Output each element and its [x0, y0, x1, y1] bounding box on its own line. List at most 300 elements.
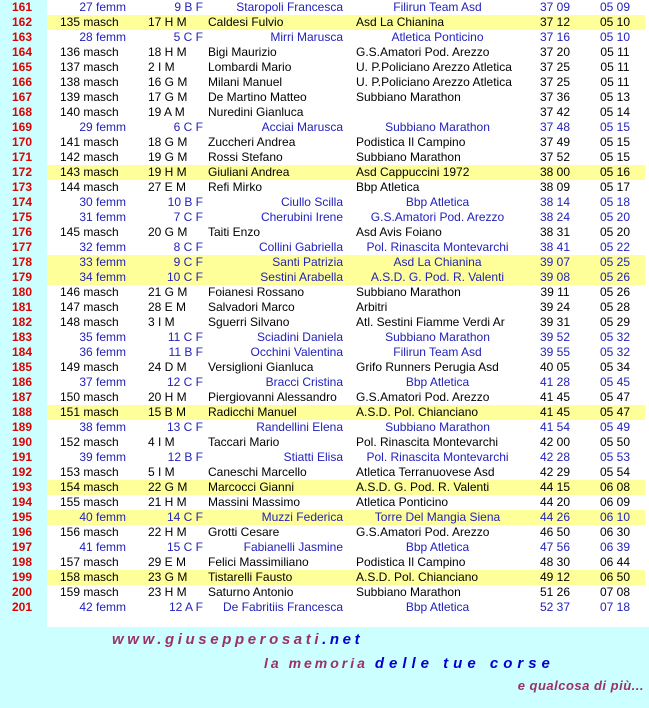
time-cell: 38 14	[539, 195, 571, 209]
gender-rank-cell: 150 masch	[60, 390, 119, 404]
table-row	[0, 0, 645, 15]
time-cell: 37 49	[539, 135, 571, 149]
time-cell: 41 45	[525, 405, 585, 420]
category-cell: 22 G M	[130, 480, 205, 495]
time-cell: 37 09	[539, 0, 571, 14]
pace-cell: 05 47	[585, 405, 645, 420]
pace-cell: 07 08	[599, 585, 631, 599]
gender-rank-cell: 157 masch	[60, 555, 119, 569]
gender-rank-cell: 142 masch	[60, 150, 119, 164]
athlete-name-cell: Fabianelli Jasmine	[243, 540, 343, 554]
table-row	[0, 360, 645, 375]
athlete-name-cell: Lombardi Mario	[208, 60, 292, 74]
team-cell: G.S.Amatori Pod. Arezzo	[356, 525, 490, 539]
gender-rank-cell: 141 masch	[60, 135, 119, 149]
athlete-name-cell: Sguerri Silvano	[208, 315, 290, 329]
category-cell: 21 H M	[148, 495, 187, 509]
table-row	[0, 420, 645, 435]
category-cell: 6 C F	[173, 120, 203, 134]
team-cell: U. P.Policiano Arezzo Atletica	[356, 75, 512, 89]
position-cell: 162	[0, 15, 47, 30]
table-row	[0, 435, 645, 450]
category-cell: 28 E M	[148, 300, 187, 314]
pace-cell: 05 50	[599, 435, 631, 449]
pace-cell: 05 26	[599, 285, 631, 299]
table-row	[0, 345, 645, 360]
table-row	[0, 300, 645, 315]
gender-rank-cell: 37 femm	[79, 375, 126, 389]
team-cell: G.S.Amatori Pod. Arezzo	[356, 390, 490, 404]
category-cell: 17 G M	[148, 90, 188, 104]
table-row	[0, 465, 645, 480]
footer-banner	[0, 627, 649, 708]
athlete-name-cell: Salvadori Marco	[208, 300, 295, 314]
category-cell: 15 C F	[166, 540, 203, 554]
pace-cell: 05 28	[599, 300, 631, 314]
site-name[interactable]: www.giusepperosati	[112, 631, 323, 648]
position-cell: 177	[0, 240, 47, 255]
pace-cell: 06 30	[599, 525, 631, 539]
table-row	[0, 390, 645, 405]
athlete-name-cell: Giuliani Andrea	[205, 165, 350, 180]
gender-rank-cell: 144 masch	[60, 180, 119, 194]
gender-rank-cell: 41 femm	[79, 540, 126, 554]
gender-rank-cell: 146 masch	[60, 285, 119, 299]
table-row	[0, 60, 645, 75]
time-cell: 38 31	[539, 225, 571, 239]
category-cell: 19 A M	[148, 105, 185, 119]
athlete-name-cell: Occhini Valentina	[250, 345, 343, 359]
category-cell: 19 G M	[148, 150, 188, 164]
athlete-name-cell: Randellini Elena	[256, 420, 343, 434]
pace-cell: 05 15	[599, 150, 631, 164]
team-cell: A.S.D. G. Pod. R. Valenti	[350, 270, 525, 285]
position-cell: 164	[0, 45, 47, 60]
position-cell: 195	[0, 510, 47, 525]
category-cell: 18 G M	[148, 135, 188, 149]
time-cell: 37 16	[539, 30, 571, 44]
table-row	[0, 555, 645, 570]
position-cell: 171	[0, 150, 47, 165]
athlete-name-cell: Rossi Stefano	[208, 150, 283, 164]
table-row	[0, 75, 645, 90]
position-cell: 193	[0, 480, 47, 495]
pace-cell: 05 29	[599, 315, 631, 329]
table-row	[0, 90, 645, 105]
position-cell: 170	[0, 135, 47, 150]
position-cell: 192	[0, 465, 47, 480]
table-row	[0, 150, 645, 165]
time-cell: 44 15	[525, 480, 585, 495]
pace-cell: 06 44	[599, 555, 631, 569]
pace-cell: 05 54	[599, 465, 631, 479]
pace-cell: 05 17	[599, 180, 631, 194]
tagline-more: e qualcosa di più...	[517, 678, 644, 693]
team-cell: G.S.Amatori Pod. Arezzo	[370, 210, 505, 224]
category-cell: 11 C F	[167, 330, 203, 344]
team-cell: Filirun Team Asd	[393, 345, 482, 359]
gender-rank-cell: 145 masch	[60, 225, 119, 239]
team-cell: U. P.Policiano Arezzo Atletica	[356, 60, 512, 74]
athlete-name-cell: Cherubini Irene	[260, 210, 343, 224]
position-cell: 187	[0, 390, 47, 405]
team-cell: Asd La Chianina	[350, 15, 525, 30]
time-cell: 39 55	[539, 345, 571, 359]
athlete-name-cell: Taiti Enzo	[208, 225, 261, 239]
position-cell: 196	[0, 525, 47, 540]
category-cell: 7 C F	[173, 210, 203, 224]
team-cell: Torre Del Mangia Siena	[350, 510, 525, 525]
team-cell: Asd La Chianina	[350, 255, 525, 270]
pace-cell: 05 20	[599, 210, 631, 224]
table-row	[0, 270, 645, 285]
table-row	[0, 495, 645, 510]
position-cell: 172	[0, 165, 47, 180]
table-row	[0, 240, 645, 255]
time-cell: 37 42	[539, 105, 571, 119]
category-cell: 5 C F	[173, 30, 203, 44]
tagline-part-2: delle tue corse	[374, 655, 555, 672]
gender-rank-cell: 147 masch	[60, 300, 119, 314]
table-row	[0, 540, 645, 555]
table-row	[0, 480, 645, 495]
position-cell: 200	[0, 585, 47, 600]
tagline	[264, 654, 555, 673]
gender-rank-cell: 38 femm	[79, 420, 126, 434]
category-cell: 19 H M	[130, 165, 205, 180]
time-cell: 39 07	[525, 255, 585, 270]
category-cell: 14 C F	[130, 510, 205, 525]
pace-cell: 05 09	[599, 0, 631, 14]
time-cell: 37 52	[539, 150, 571, 164]
gender-rank-cell: 39 femm	[79, 450, 126, 464]
athlete-name-cell: Milani Manuel	[208, 75, 283, 89]
athlete-name-cell: Caneschi Marcello	[208, 465, 307, 479]
position-cell: 176	[0, 225, 47, 240]
athlete-name-cell: Foianesi Rossano	[208, 285, 305, 299]
category-cell: 5 I M	[148, 465, 175, 479]
pace-cell: 05 13	[599, 90, 631, 104]
table-row	[0, 225, 645, 240]
position-cell: 185	[0, 360, 47, 375]
team-cell: Atl. Sestini Fiamme Verdi Ar	[356, 315, 505, 329]
gender-rank-cell: 32 femm	[79, 240, 126, 254]
gender-rank-cell: 36 femm	[79, 345, 126, 359]
category-cell: 11 B F	[168, 345, 203, 359]
gender-rank-cell: 155 masch	[60, 495, 119, 509]
team-cell: Subbiano Marathon	[385, 420, 490, 434]
position-cell: 169	[0, 120, 47, 135]
position-cell: 167	[0, 90, 47, 105]
team-cell: Bbp Atletica	[405, 375, 470, 389]
position-cell: 188	[0, 405, 47, 420]
athlete-name-cell: Staropoli Francesca	[236, 0, 343, 14]
category-cell: 29 E M	[148, 555, 187, 569]
gender-rank-cell: 28 femm	[79, 30, 126, 44]
category-cell: 18 H M	[148, 45, 187, 59]
pace-cell: 05 15	[599, 120, 631, 134]
pace-cell: 05 45	[599, 375, 631, 389]
time-cell: 39 08	[525, 270, 585, 285]
table-row	[0, 105, 645, 120]
team-cell: Subbiano Marathon	[356, 285, 461, 299]
team-cell: Bbp Atletica	[405, 600, 470, 614]
athlete-name-cell: Marcocci Gianni	[205, 480, 350, 495]
pace-cell: 06 10	[585, 510, 645, 525]
position-cell: 199	[0, 570, 47, 585]
position-cell: 189	[0, 420, 47, 435]
team-cell: Podistica Il Campino	[356, 135, 466, 149]
time-cell: 37 48	[539, 120, 571, 134]
position-cell: 181	[0, 300, 47, 315]
category-cell: 4 I M	[148, 435, 175, 449]
time-cell: 37 12	[525, 15, 585, 30]
table-row	[0, 525, 645, 540]
position-cell: 191	[0, 450, 47, 465]
gender-rank-cell: 29 femm	[79, 120, 126, 134]
team-cell: A.S.D. Pol. Chianciano	[350, 405, 525, 420]
team-cell: Asd Cappuccini 1972	[350, 165, 525, 180]
team-cell: Subbiano Marathon	[385, 120, 490, 134]
category-cell: 22 H M	[148, 525, 187, 539]
table-row	[0, 255, 645, 270]
category-cell: 12 C F	[166, 375, 203, 389]
time-cell: 38 41	[539, 240, 571, 254]
table-row	[0, 570, 645, 585]
athlete-name-cell: Radicchi Manuel	[205, 405, 350, 420]
position-cell: 165	[0, 60, 47, 75]
time-cell: 38 09	[539, 180, 571, 194]
pace-cell: 05 18	[599, 195, 631, 209]
athlete-name-cell: Sestini Arabella	[205, 270, 350, 285]
athlete-name-cell: Refi Mirko	[208, 180, 263, 194]
position-cell: 201	[0, 600, 47, 615]
athlete-name-cell: Saturno Antonio	[208, 585, 294, 599]
table-row	[0, 330, 645, 345]
pace-cell: 05 34	[599, 360, 631, 374]
table-row	[0, 165, 645, 180]
category-cell: 12 A F	[168, 600, 203, 614]
time-cell: 49 12	[525, 570, 585, 585]
table-row	[0, 375, 645, 390]
athlete-name-cell: Piergiovanni Alessandro	[208, 390, 337, 404]
gender-rank-cell: 149 masch	[60, 360, 119, 374]
position-cell: 168	[0, 105, 47, 120]
time-cell: 42 28	[539, 450, 571, 464]
athlete-name-cell: Grotti Cesare	[208, 525, 280, 539]
time-cell: 47 56	[539, 540, 571, 554]
athlete-name-cell: Felici Massimiliano	[208, 555, 309, 569]
pace-cell: 05 25	[585, 255, 645, 270]
athlete-name-cell: Bracci Cristina	[265, 375, 343, 389]
time-cell: 51 26	[539, 585, 571, 599]
time-cell: 44 26	[525, 510, 585, 525]
table-row	[0, 180, 645, 195]
table-row	[0, 510, 645, 525]
athlete-name-cell: Muzzi Federica	[205, 510, 350, 525]
team-cell: Asd Avis Foiano	[356, 225, 442, 239]
athlete-name-cell: Bigi Maurizio	[208, 45, 277, 59]
table-row	[0, 210, 645, 225]
time-cell: 37 25	[539, 60, 571, 74]
team-cell: Atletica Terranuovese Asd	[356, 465, 495, 479]
time-cell: 46 50	[539, 525, 571, 539]
table-row	[0, 405, 645, 420]
time-cell: 41 28	[539, 375, 571, 389]
time-cell: 37 20	[539, 45, 571, 59]
position-cell: 166	[0, 75, 47, 90]
position-cell: 186	[0, 375, 47, 390]
pace-cell: 05 10	[585, 15, 645, 30]
table-row	[0, 120, 645, 135]
team-cell: Subbiano Marathon	[385, 330, 490, 344]
athlete-name-cell: De Martino Matteo	[208, 90, 307, 104]
athlete-name-cell: Stiatti Elisa	[283, 450, 343, 464]
category-cell: 10 C F	[130, 270, 205, 285]
time-cell: 42 00	[539, 435, 571, 449]
position-cell: 163	[0, 30, 47, 45]
pace-cell: 05 11	[600, 60, 630, 74]
position-cell: 182	[0, 315, 47, 330]
gender-rank-cell: 135 masch	[47, 15, 130, 30]
tagline-part-1: la memoria	[264, 655, 368, 671]
gender-rank-cell: 27 femm	[79, 0, 126, 14]
team-cell: Pol. Rinascita Montevarchi	[356, 435, 499, 449]
gender-rank-cell: 140 masch	[60, 105, 119, 119]
pace-cell: 05 11	[600, 75, 630, 89]
time-cell: 38 24	[539, 210, 571, 224]
position-cell: 178	[0, 255, 47, 270]
time-cell: 44 20	[539, 495, 571, 509]
position-cell: 161	[0, 0, 47, 15]
site-link[interactable]	[112, 631, 363, 649]
category-cell: 20 G M	[148, 225, 188, 239]
athlete-name-cell: Santi Patrizia	[205, 255, 350, 270]
position-cell: 197	[0, 540, 47, 555]
time-cell: 39 11	[540, 285, 570, 299]
athlete-name-cell: Massini Massimo	[208, 495, 301, 509]
team-cell: Pol. Rinascita Montevarchi	[366, 450, 509, 464]
category-cell: 8 C F	[173, 240, 203, 254]
time-cell: 39 24	[539, 300, 571, 314]
category-cell: 24 D M	[148, 360, 187, 374]
table-row	[0, 315, 645, 330]
category-cell: 17 H M	[130, 15, 205, 30]
category-cell: 9 B F	[174, 0, 203, 14]
athlete-name-cell: Taccari Mario	[208, 435, 280, 449]
category-cell: 9 C F	[130, 255, 205, 270]
team-cell: Podistica Il Campino	[356, 555, 466, 569]
time-cell: 48 30	[539, 555, 571, 569]
gender-rank-cell: 136 masch	[60, 45, 119, 59]
gender-rank-cell: 40 femm	[47, 510, 130, 525]
team-cell: Atletica Ponticino	[391, 30, 484, 44]
position-cell: 190	[0, 435, 47, 450]
category-cell: 21 G M	[148, 285, 188, 299]
table-row	[0, 600, 645, 615]
team-cell: Subbiano Marathon	[356, 585, 461, 599]
gender-rank-cell: 143 masch	[47, 165, 130, 180]
pace-cell: 06 39	[599, 540, 631, 554]
category-cell: 16 G M	[148, 75, 188, 89]
table-row	[0, 45, 645, 60]
team-cell: A.S.D. G. Pod. R. Valenti	[350, 480, 525, 495]
time-cell: 39 31	[539, 315, 571, 329]
position-cell: 174	[0, 195, 47, 210]
gender-rank-cell: 159 masch	[60, 585, 119, 599]
gender-rank-cell: 151 masch	[47, 405, 130, 420]
gender-rank-cell: 137 masch	[60, 60, 119, 74]
gender-rank-cell: 42 femm	[79, 600, 126, 614]
athlete-name-cell: Acciai Marusca	[261, 120, 343, 134]
gender-rank-cell: 158 masch	[47, 570, 130, 585]
athlete-name-cell: Versiglioni Gianluca	[208, 360, 314, 374]
category-cell: 20 H M	[148, 390, 187, 404]
athlete-name-cell: Zuccheri Andrea	[208, 135, 296, 149]
team-cell: A.S.D. Pol. Chianciano	[350, 570, 525, 585]
table-row	[0, 135, 645, 150]
gender-rank-cell: 139 masch	[60, 90, 119, 104]
position-cell: 194	[0, 495, 47, 510]
time-cell: 41 54	[539, 420, 571, 434]
team-cell: Arbitri	[356, 300, 388, 314]
position-cell: 184	[0, 345, 47, 360]
table-row	[0, 285, 645, 300]
gender-rank-cell: 34 femm	[47, 270, 130, 285]
team-cell: Bbp Atletica	[356, 180, 420, 194]
position-cell: 180	[0, 285, 47, 300]
position-cell: 175	[0, 210, 47, 225]
athlete-name-cell: Collini Gabriella	[258, 240, 343, 254]
category-cell: 13 C F	[166, 420, 203, 434]
athlete-name-cell: Tistarelli Fausto	[205, 570, 350, 585]
team-cell: Atletica Ponticino	[356, 495, 449, 509]
team-cell: Subbiano Marathon	[356, 90, 461, 104]
gender-rank-cell: 156 masch	[60, 525, 119, 539]
team-cell	[350, 105, 525, 120]
table-row	[0, 450, 645, 465]
site-tld[interactable]: .net	[322, 631, 364, 648]
time-cell: 41 45	[539, 390, 571, 404]
position-cell: 198	[0, 555, 47, 570]
time-cell: 38 00	[525, 165, 585, 180]
athlete-name-cell: Ciullo Scilla	[280, 195, 343, 209]
gender-rank-cell: 30 femm	[79, 195, 126, 209]
category-cell: 12 B F	[167, 450, 203, 464]
team-cell: G.S.Amatori Pod. Arezzo	[356, 45, 490, 59]
category-cell: 10 B F	[167, 195, 203, 209]
pace-cell: 06 08	[585, 480, 645, 495]
table-row	[0, 15, 645, 30]
pace-cell: 05 32	[599, 330, 631, 344]
category-cell: 2 I M	[148, 60, 175, 74]
team-cell: Subbiano Marathon	[356, 150, 461, 164]
category-cell: 23 H M	[148, 585, 187, 599]
category-cell: 23 G M	[130, 570, 205, 585]
time-cell: 42 29	[539, 465, 571, 479]
pace-cell: 05 32	[599, 345, 631, 359]
pace-cell: 05 47	[599, 390, 631, 404]
team-cell: Pol. Rinascita Montevarchi	[366, 240, 509, 254]
time-cell: 37 25	[539, 75, 571, 89]
pace-cell: 05 53	[599, 450, 631, 464]
time-cell: 39 52	[539, 330, 571, 344]
table-row	[0, 585, 645, 600]
pace-cell: 05 22	[599, 240, 631, 254]
athlete-name-cell: Sciadini Daniela	[256, 330, 343, 344]
category-cell: 27 E M	[148, 180, 187, 194]
pace-cell: 06 50	[585, 570, 645, 585]
